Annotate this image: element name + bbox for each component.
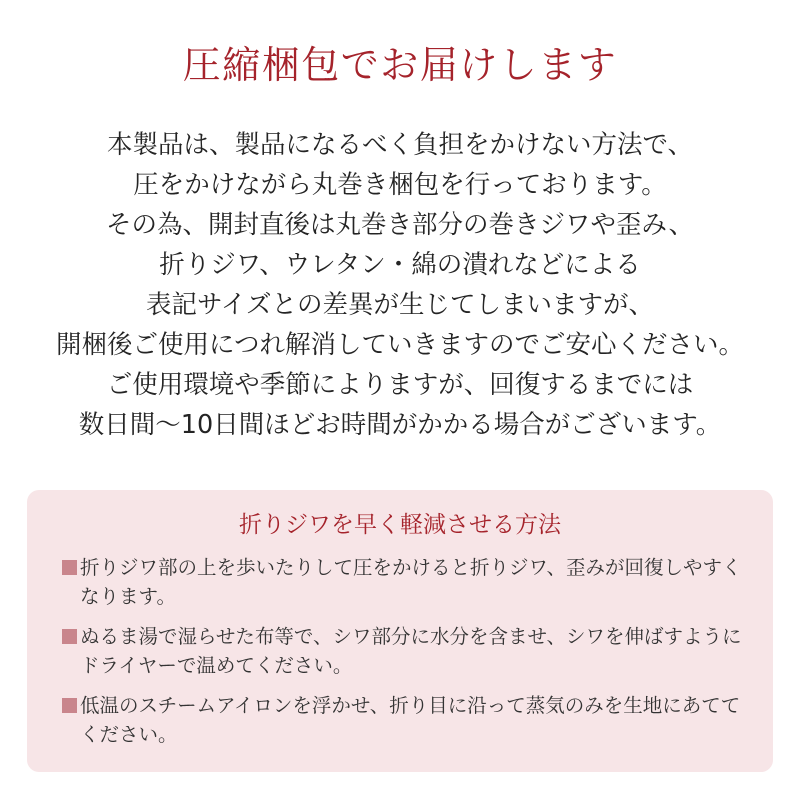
- description-line: その為、開封直後は丸巻き部分の巻きジワや歪み、: [105, 210, 695, 240]
- tip-text: [80, 553, 741, 611]
- description-line: 表記サイズとの差異が生じてしまいますが、: [146, 290, 654, 320]
- tips-list: [62, 553, 762, 760]
- tip-item: [62, 691, 762, 749]
- square-bullet-icon: [62, 629, 77, 644]
- tip-line: 低温のスチームアイロンを浮かせ、折り目に沿って蒸気のみを生地にあてて: [80, 694, 741, 717]
- description-paragraph: [0, 125, 800, 445]
- page-title: 圧縮梱包でお届けします: [182, 43, 618, 87]
- tip-text: [80, 691, 740, 749]
- square-bullet-icon: [62, 698, 77, 713]
- tip-line: ドライヤーで温めてください。: [80, 654, 353, 677]
- tip-item: [62, 553, 762, 611]
- tip-item: [62, 622, 762, 680]
- description-line: 本製品は、製品になるべく負担をかけない方法で、: [107, 130, 693, 160]
- tip-text: [80, 622, 741, 680]
- description-line: 圧をかけながら丸巻き梱包を行っております。: [133, 170, 667, 200]
- tip-line: なります。: [80, 585, 176, 608]
- description-line: 数日間〜10日間ほどお時間がかかる場合がございます。: [78, 410, 722, 440]
- tip-line: ください。: [80, 723, 178, 746]
- tips-panel: [27, 490, 773, 772]
- square-bullet-icon: [62, 560, 77, 575]
- tips-heading: 折りジワを早く軽減させる方法: [239, 512, 561, 538]
- tip-line: ぬるま湯で湿らせた布等で、シワ部分に水分を含ませ、シワを伸ばすように: [80, 625, 742, 648]
- tip-line: 折りジワ部の上を歩いたりして圧をかけると折りジワ、歪みが回復しやすく: [80, 556, 742, 579]
- description-line: ご使用環境や季節によりますが、回復するまでには: [106, 370, 694, 400]
- description-line: 折りジワ、ウレタン・綿の潰れなどによる: [159, 250, 641, 280]
- description-line: 開梱後ご使用につれ解消していきますのでご安心ください。: [56, 330, 744, 360]
